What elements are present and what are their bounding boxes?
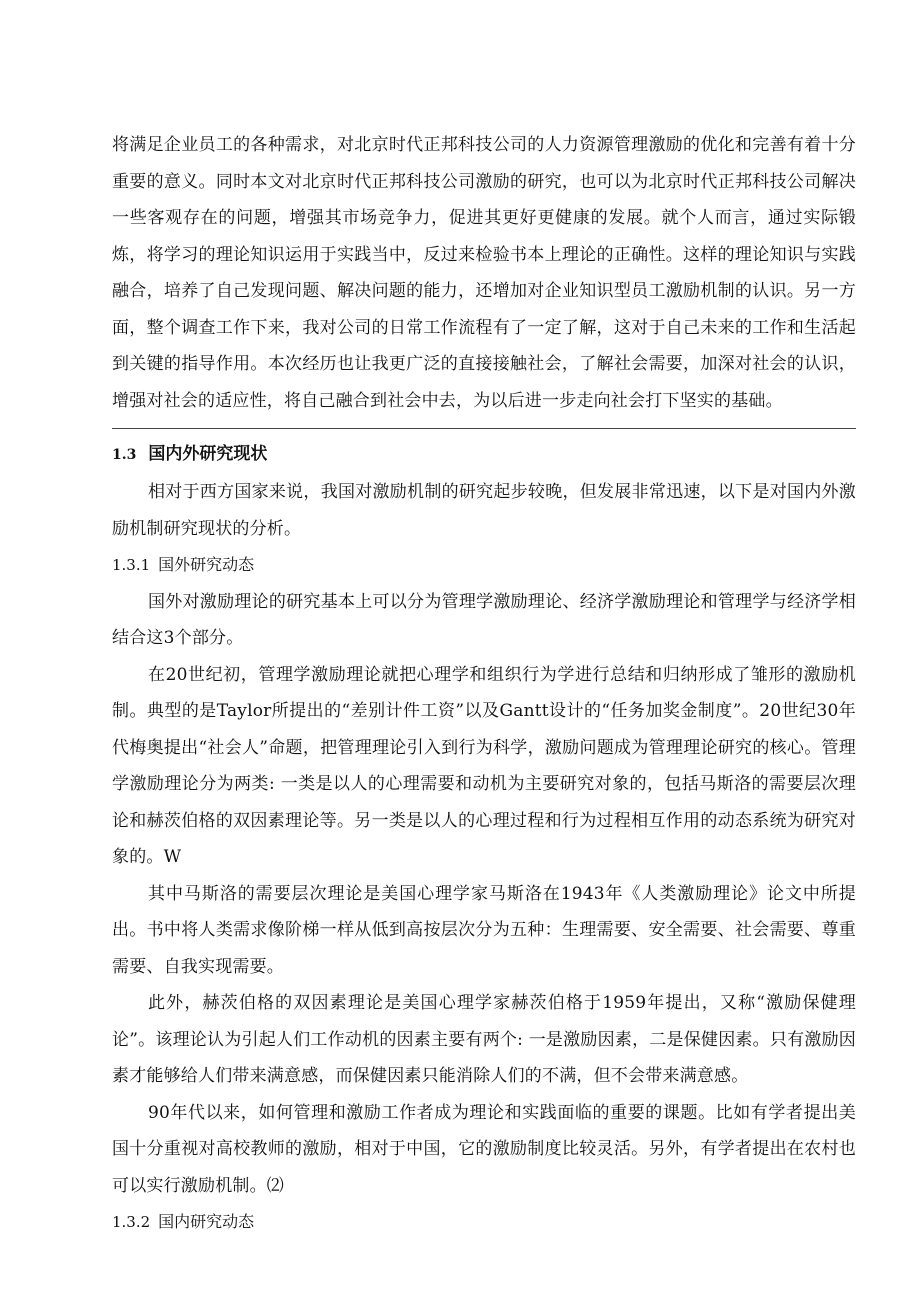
body-paragraph: 国外对激励理论的研究基本上可以分为管理学激励理论、经济学激励理论和管理学与经济学相结合这3个部分。	[112, 591, 856, 648]
section-heading-1-3	[112, 435, 856, 474]
section-divider	[112, 428, 856, 429]
section-intro-paragraph: 相对于西方国家来说，我国对激励机制的研究起步较晚，但发展非常迅速，以下是对国内外激励机制研究现状的分析。	[112, 482, 856, 539]
section-title: 国内外研究现状	[148, 444, 268, 464]
subsection-title: 国内研究动态	[158, 1212, 255, 1231]
body-paragraph: 90年代以来，如何管理和激励工作者成为理论和实践面临的重要的课题。比如有学者提出美国十分重视对高校教师的激励，相对于中国，它的激励制度比较灵活。另外，有学者提出在农村也可以实行激励机制。⑵	[112, 1102, 856, 1196]
section-number: 1.3	[112, 447, 137, 463]
subsection-title: 国外研究动态	[158, 555, 255, 574]
subsection-heading-1-3-1	[112, 547, 856, 584]
subsection-heading-1-3-2	[112, 1204, 856, 1241]
body-paragraph: 其中马斯洛的需要层次理论是美国心理学家马斯洛在1943年《人类激励理论》论文中所提出。书中将人类需求像阶梯一样从低到高按层次分为五种：生理需要、安全需要、社会需要、尊重需要、自我实现需要。	[112, 883, 856, 977]
intro-paragraph: 将满足企业员工的各种需求，对北京时代正邦科技公司的人力资源管理激励的优化和完善有着十分重要的意义。同时本文对北京时代正邦科技公司激励的研究，也可以为北京时代正邦科技公司解决一些客观存在的问题，增强其市场竞争力，促进其更好更健康的发展。就个人而言，通过实际锻炼，将学习的理论知识运用于实践当中，反过来检验书本上理论的正确性。这样的理论知识与实践融合，培养了自己发现问题、解决问题的能力，还增加对企业知识型员工激励机制的认识。另一方面，整个调查工作下来，我对公司的日常工作流程有了一定了解，这对于自己未来的工作和生活起到关键的指导作用。本次经历也让我更广泛的直接接触社会，了解社会需要，加深对社会的认识，增强对社会的适应性，将自己融合到社会中去，为以后进一步走向社会打下坚实的基础。	[112, 135, 856, 411]
document-page	[112, 127, 856, 1241]
body-paragraph: 此外，赫茨伯格的双因素理论是美国心理学家赫茨伯格于1959年提出，又称“激励保健理论”。该理论认为引起人们工作动机的因素主要有两个: 一是激励因素，二是保健因素。只有激励因素才能够给人们带来满意感，而保健因素只能消除人们的不满，但不会带来满意感。	[112, 993, 856, 1086]
body-paragraph: 在20世纪初，管理学激励理论就把心理学和组织行为学进行总结和归纳形成了雏形的激励机制。典型的是Taylor所提出的“差别计件工资”以及Gantt设计的“任务加奖金制度”。20世纪30年代梅奥提出“社会人”命题，把管理理论引入到行为科学，激励问题成为管理理论研究的核心。管理学激励理论分为两类: 一类是以人的心理需要和动机为主要研究对象的，包括马斯洛的需要层次理论和赫茨伯格的双因素理论等。另一类是以人的心理过程和行为过程相互作用的动态系统为研究对象的。W	[112, 664, 856, 867]
subsection-number: 1.3.2	[112, 1213, 151, 1231]
subsection-number: 1.3.1	[112, 556, 151, 574]
